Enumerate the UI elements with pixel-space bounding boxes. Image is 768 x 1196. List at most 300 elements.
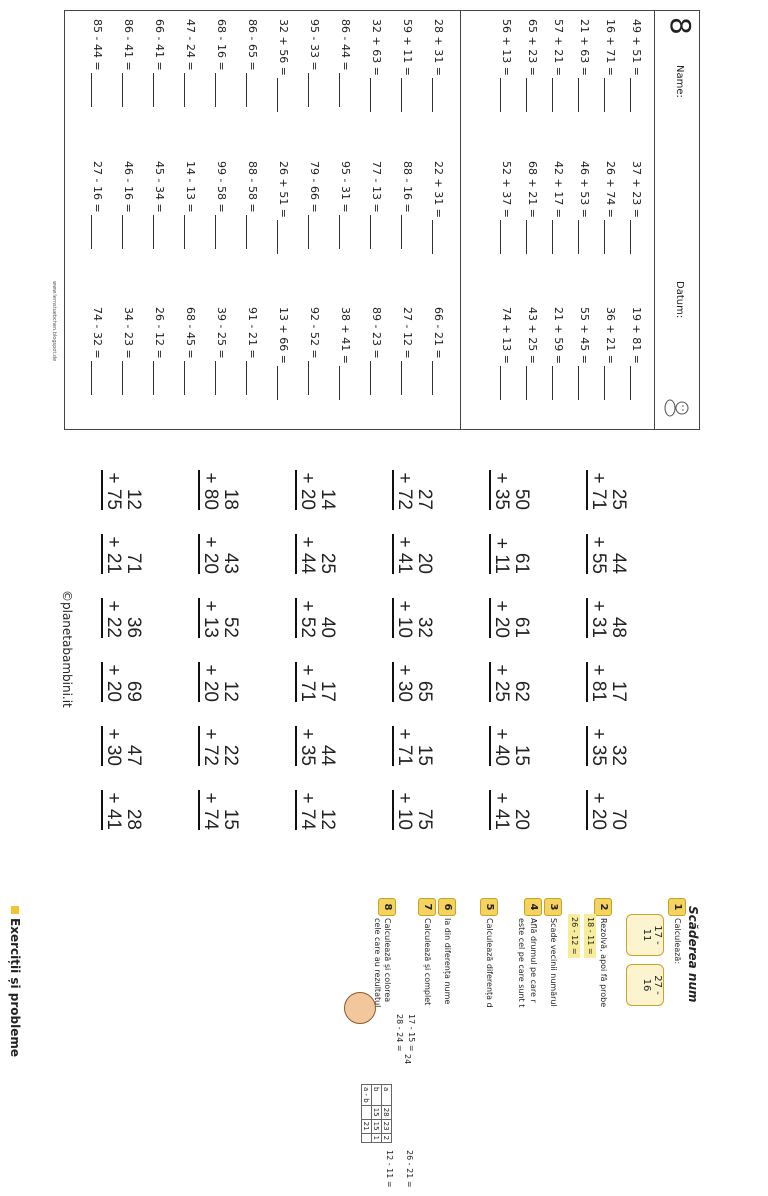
date-label: Datum: (674, 281, 685, 319)
answer-blank (339, 73, 350, 107)
addend-top: 15 (220, 808, 241, 830)
equation-text: 22 + 31 = (432, 161, 445, 218)
equation (500, 307, 513, 400)
equation (246, 161, 259, 249)
addition-problem (489, 662, 531, 702)
equation-text: 28 + 31 = (432, 19, 445, 76)
addend-bottom: + 20 (198, 662, 220, 702)
answer-blank (308, 215, 319, 249)
addition-problem (392, 662, 434, 702)
equation-text: 26 + 74 = (604, 161, 617, 218)
equation-text: 55 + 45 = (578, 307, 591, 364)
equation-text: 26 + 51 = (277, 161, 290, 218)
equation-text: 43 + 25 = (526, 307, 539, 364)
table-cell: 28 (382, 1105, 392, 1119)
equation (122, 161, 135, 249)
addition-problem (198, 470, 240, 510)
equation-text: 27 - 12 = (401, 307, 414, 359)
answer-blank (122, 215, 133, 249)
equation (91, 19, 104, 107)
answer-blank (246, 215, 257, 249)
equation-text: 37 + 23 = (630, 161, 643, 218)
card-bottom: 16 (641, 978, 652, 992)
addend-top: 22 (220, 744, 241, 766)
answer-blank (630, 220, 641, 254)
answer-blank (308, 73, 319, 107)
addend-bottom: + 44 (295, 534, 317, 574)
answer-blank (526, 78, 537, 112)
equation (500, 19, 513, 112)
addition-problem (101, 598, 143, 638)
equation-text: 21 + 63 = (578, 19, 591, 76)
equation (578, 161, 591, 254)
addend-bottom: + 75 (101, 470, 123, 510)
addend-top: 32 (414, 616, 435, 638)
addend-top: 43 (220, 552, 241, 574)
addend-bottom: + 20 (101, 662, 123, 702)
addend-top: 25 (317, 552, 338, 574)
addend-top: 40 (317, 616, 338, 638)
addition-problem (295, 598, 337, 638)
addend-bottom: + 10 (392, 598, 414, 638)
equation-text: 65 + 23 = (526, 19, 539, 76)
section-divider (460, 11, 461, 429)
answer-blank (604, 366, 615, 400)
source-url: www.lernstuebchen.blogspot.de (51, 281, 57, 362)
addend-bottom: + 40 (489, 726, 511, 766)
addend-top: 17 (608, 680, 629, 702)
addend-bottom: + 31 (586, 598, 608, 638)
table-cell: 21 (362, 1119, 372, 1133)
boy-illustration-icon (344, 992, 376, 1024)
equation-text: 19 + 81 = (630, 307, 643, 364)
addition-problem (101, 726, 143, 766)
equation (246, 307, 259, 395)
equation-text: 68 - 16 = (215, 19, 228, 71)
table-row (382, 1085, 392, 1143)
answer-blank (246, 361, 257, 395)
equation (432, 161, 445, 254)
addition-problem (295, 790, 337, 830)
equation (339, 161, 352, 249)
answer-blank (630, 78, 641, 112)
equation-text: 36 + 21 = (604, 307, 617, 364)
answer-blank (370, 215, 381, 249)
task-instruction: Calculează și complet (423, 918, 432, 1006)
addend-top: 44 (608, 552, 629, 574)
equation (308, 161, 321, 249)
equation-text: 66 - 21 = (432, 307, 445, 359)
equation-text: 85 - 44 = (91, 19, 104, 71)
addend-top: 52 (220, 616, 241, 638)
addend-top: 36 (123, 616, 144, 638)
addition-problem (198, 598, 240, 638)
answer-blank (552, 78, 563, 112)
answer-blank (277, 366, 288, 400)
equation-text: 95 - 33 = (308, 19, 321, 71)
addend-top: 32 (608, 744, 629, 766)
subtraction-card (626, 964, 664, 1006)
equation-text: 49 + 51 = (630, 19, 643, 76)
difference-table (361, 1084, 392, 1143)
equation (153, 161, 166, 249)
addend-bottom: + 30 (392, 662, 414, 702)
addend-bottom: + 13 (198, 598, 220, 638)
task-number-badge: 1 (668, 898, 686, 916)
equation (91, 307, 104, 395)
addition-problem (295, 662, 337, 702)
equation-text: 59 + 11 = (401, 19, 414, 76)
addend-bottom: + 20 (295, 470, 317, 510)
answer-blank (604, 220, 615, 254)
task-instruction: este cel pe care sunt t (517, 918, 526, 1008)
addend-bottom: + 71 (586, 470, 608, 510)
table-row (372, 1085, 382, 1143)
addend-top: 70 (608, 808, 629, 830)
table-cell: 2 (382, 1133, 392, 1142)
equation (184, 307, 197, 395)
answer-blank (184, 215, 195, 249)
answer-blank (500, 366, 511, 400)
equation-text: 91 - 21 = (246, 307, 259, 359)
equation-text: 68 + 21 = (526, 161, 539, 218)
equation (604, 307, 617, 400)
addition-problem (392, 790, 434, 830)
card-top: 17 - (652, 925, 663, 945)
addend-top: 28 (123, 808, 144, 830)
answer-blank (500, 220, 511, 254)
answer-blank (578, 78, 589, 112)
task-number-badge: 4 (524, 898, 542, 916)
addition-problem (295, 534, 337, 574)
addition-problem (586, 534, 628, 574)
addition-problem (101, 790, 143, 830)
equation-text: 66 - 41 = (153, 19, 166, 71)
addition-problem (392, 534, 434, 574)
addition-problem (198, 534, 240, 574)
equation (552, 19, 565, 112)
addend-bottom: + 25 (489, 662, 511, 702)
addition-problem (392, 598, 434, 638)
equation-text: 57 + 21 = (552, 19, 565, 76)
addition-problem (392, 470, 434, 510)
copyright-text: ©planetabambini.it (60, 590, 74, 708)
equation (370, 307, 383, 395)
addend-top: 61 (511, 616, 532, 638)
addend-top: 20 (414, 552, 435, 574)
answer-blank (184, 73, 195, 107)
mascot-icon (663, 393, 693, 423)
equation (401, 307, 414, 395)
table-cell: a - b (362, 1085, 372, 1106)
equation (526, 161, 539, 254)
answer-blank (277, 78, 288, 112)
addend-bottom: + 71 (392, 726, 414, 766)
exercise-text: 28 - 24 = (395, 1014, 404, 1052)
answer-blank (432, 361, 443, 395)
addend-bottom: + 20 (489, 598, 511, 638)
addend-bottom: + 81 (586, 662, 608, 702)
table-cell: 15 (372, 1119, 382, 1133)
addend-bottom: + 72 (392, 470, 414, 510)
task-instruction: Calculează diferența d (485, 918, 494, 1008)
task-number-badge: 3 (544, 898, 562, 916)
equation (184, 19, 197, 107)
addend-top: 61 (511, 552, 532, 574)
addition-problem (586, 598, 628, 638)
task-instruction: Rezolvă, apoi fă probe (599, 918, 608, 1008)
task-number-badge: 6 (438, 898, 456, 916)
answer-blank (215, 361, 226, 395)
addend-bottom: + 55 (586, 534, 608, 574)
answer-blank (91, 73, 102, 107)
equation-text: 32 + 63 = (370, 19, 383, 76)
equation (630, 307, 643, 400)
equation (370, 161, 383, 249)
equation (432, 307, 445, 395)
addition-problem (489, 470, 531, 510)
answer-blank (91, 215, 102, 249)
equation (578, 19, 591, 112)
table-cell: b (372, 1085, 382, 1106)
equation-text: 46 - 16 = (122, 161, 135, 213)
equation-text: 89 - 23 = (370, 307, 383, 359)
answer-blank (578, 220, 589, 254)
addend-bottom: + 21 (101, 534, 123, 574)
card-bottom: 11 (641, 928, 652, 942)
answer-blank (552, 366, 563, 400)
equation (277, 19, 290, 112)
addend-bottom: + 11 (489, 534, 511, 574)
answer-blank (339, 215, 350, 249)
task-instruction: Scade vecinii numărul (549, 918, 558, 1007)
equation-text: 38 + 41 = (339, 307, 352, 364)
equation (370, 19, 383, 112)
addend-bottom: + 35 (489, 470, 511, 510)
addend-bottom: + 22 (101, 598, 123, 638)
answer-blank (552, 220, 563, 254)
equation (122, 19, 135, 107)
answer-blank (500, 78, 511, 112)
equation-text: 45 - 34 = (153, 161, 166, 213)
addend-bottom: + 71 (295, 662, 317, 702)
equation-text: 32 + 56 = (277, 19, 290, 76)
addition-problem (586, 662, 628, 702)
equation-text: 34 - 23 = (122, 307, 135, 359)
answer-blank (153, 73, 164, 107)
table-cell: 15 (372, 1105, 382, 1119)
equation (153, 19, 166, 107)
equation-text: 95 - 31 = (339, 161, 352, 213)
answer-blank (215, 73, 226, 107)
addition-problem (101, 662, 143, 702)
equation-text: 86 - 41 = (122, 19, 135, 71)
addend-bottom: + 20 (586, 790, 608, 830)
equation-text: 42 + 17 = (552, 161, 565, 218)
addend-top: 75 (414, 808, 435, 830)
exercise-text: 12 - 11 = (385, 1150, 394, 1188)
addend-bottom: + 35 (295, 726, 317, 766)
bullet-icon (11, 906, 19, 914)
addend-top: 71 (123, 552, 144, 574)
task-number-badge: 5 (480, 898, 498, 916)
equation (604, 161, 617, 254)
addend-bottom: + 52 (295, 598, 317, 638)
answer-blank (308, 361, 319, 395)
equation (215, 161, 228, 249)
task-number-badge: 7 (418, 898, 436, 916)
table-cell: a (382, 1085, 392, 1106)
equation-text: 26 - 12 = (153, 307, 166, 359)
equation-text: 79 - 66 = (308, 161, 321, 213)
addend-top: 15 (511, 744, 532, 766)
equation-text: 74 + 13 = (500, 307, 513, 364)
equation (339, 307, 352, 400)
equation-text: 27 - 16 = (91, 161, 104, 213)
answer-blank (122, 361, 133, 395)
exercise-text: 24 (403, 1054, 412, 1065)
subtraction-card (626, 914, 664, 956)
addend-bottom: + 80 (198, 470, 220, 510)
answer-blank (91, 361, 102, 395)
table-cell: 23 (382, 1119, 392, 1133)
equation (432, 19, 445, 112)
equation (91, 161, 104, 249)
addition-problem (295, 726, 337, 766)
addend-top: 12 (123, 488, 144, 510)
highlight-exercise: 18 - 11 = (584, 914, 596, 958)
name-label: Name: (674, 65, 685, 98)
answer-blank (370, 361, 381, 395)
equation-text: 14 - 13 = (184, 161, 197, 213)
equation-text: 39 - 25 = (215, 307, 228, 359)
equation (308, 307, 321, 395)
worksheet-number: 8 (664, 17, 697, 35)
addend-top: 12 (220, 680, 241, 702)
worksheet-header (654, 11, 699, 429)
addend-top: 27 (414, 488, 435, 510)
exercise-text: 17 - 15 = (407, 1014, 416, 1052)
equation (630, 161, 643, 254)
column-addition-worksheet (60, 460, 630, 840)
addend-top: 20 (511, 808, 532, 830)
answer-blank (122, 73, 133, 107)
equation (215, 307, 228, 395)
answer-blank (401, 215, 412, 249)
answer-blank (215, 215, 226, 249)
equation (500, 161, 513, 254)
equation (552, 307, 565, 400)
addition-problem (198, 662, 240, 702)
equation-text: 68 - 45 = (184, 307, 197, 359)
addend-top: 18 (220, 488, 241, 510)
answer-blank (432, 220, 443, 254)
footer-text: Exerciții și probleme (8, 918, 22, 1058)
answer-blank (277, 220, 288, 254)
equation-text: 88 - 16 = (401, 161, 414, 213)
addend-top: 17 (317, 680, 338, 702)
addend-bottom: + 74 (295, 790, 317, 830)
top-worksheet (51, 10, 700, 430)
addend-top: 15 (414, 744, 435, 766)
answer-blank (153, 215, 164, 249)
addend-top: 14 (317, 488, 338, 510)
table-cell (362, 1133, 372, 1142)
equation-text: 92 - 52 = (308, 307, 321, 359)
equation-text: 13 + 66 = (277, 307, 290, 364)
addition-problem (295, 470, 337, 510)
addition-problem (586, 790, 628, 830)
addend-top: 62 (511, 680, 532, 702)
answer-blank (339, 366, 350, 400)
answer-blank (153, 361, 164, 395)
equation (277, 161, 290, 254)
equation-text: 74 - 32 = (91, 307, 104, 359)
addend-bottom: + 74 (198, 790, 220, 830)
addition-problem (489, 790, 531, 830)
answer-blank (184, 361, 195, 395)
table-row (362, 1085, 372, 1143)
task-instruction: Calculează și colorea (383, 918, 392, 1003)
exercise-text: 26 - 21 = (405, 1150, 414, 1188)
task-instruction: cele care au rezultatul (373, 918, 382, 1008)
equation (578, 307, 591, 400)
answer-blank (432, 78, 443, 112)
equation (401, 19, 414, 112)
equation (122, 307, 135, 395)
answer-blank (630, 366, 641, 400)
addition-problem (586, 726, 628, 766)
task-instruction: Calculează: (673, 918, 682, 965)
addition-problem (489, 598, 531, 638)
addition-problem (198, 726, 240, 766)
equation-text: 47 - 24 = (184, 19, 197, 71)
equation (552, 161, 565, 254)
equation (604, 19, 617, 112)
equation (277, 307, 290, 400)
addend-bottom: + 41 (392, 534, 414, 574)
addition-problem (198, 790, 240, 830)
footer-title (8, 906, 22, 1057)
equation-text: 16 + 71 = (604, 19, 617, 76)
equation (401, 161, 414, 249)
addition-problem (586, 470, 628, 510)
answer-blank (604, 78, 615, 112)
romanian-worksheet (8, 896, 704, 1196)
table-cell (362, 1105, 372, 1119)
task-instruction: Află drumul pe care r (529, 918, 538, 1003)
addend-bottom: + 35 (586, 726, 608, 766)
equation (246, 19, 259, 107)
equation-text: 88 - 58 = (246, 161, 259, 213)
card-top: 27 - (652, 975, 663, 995)
equation (215, 19, 228, 107)
addition-problem (101, 470, 143, 510)
equation (630, 19, 643, 112)
answer-blank (370, 78, 381, 112)
equation-text: 21 + 59 = (552, 307, 565, 364)
addend-top: 25 (608, 488, 629, 510)
addend-bottom: + 41 (101, 790, 123, 830)
addend-top: 69 (123, 680, 144, 702)
equation-text: 46 + 53 = (578, 161, 591, 218)
addend-top: 44 (317, 744, 338, 766)
answer-blank (578, 366, 589, 400)
equation-text: 56 + 13 = (500, 19, 513, 76)
equation (153, 307, 166, 395)
addend-top: 65 (414, 680, 435, 702)
addition-problem (392, 726, 434, 766)
